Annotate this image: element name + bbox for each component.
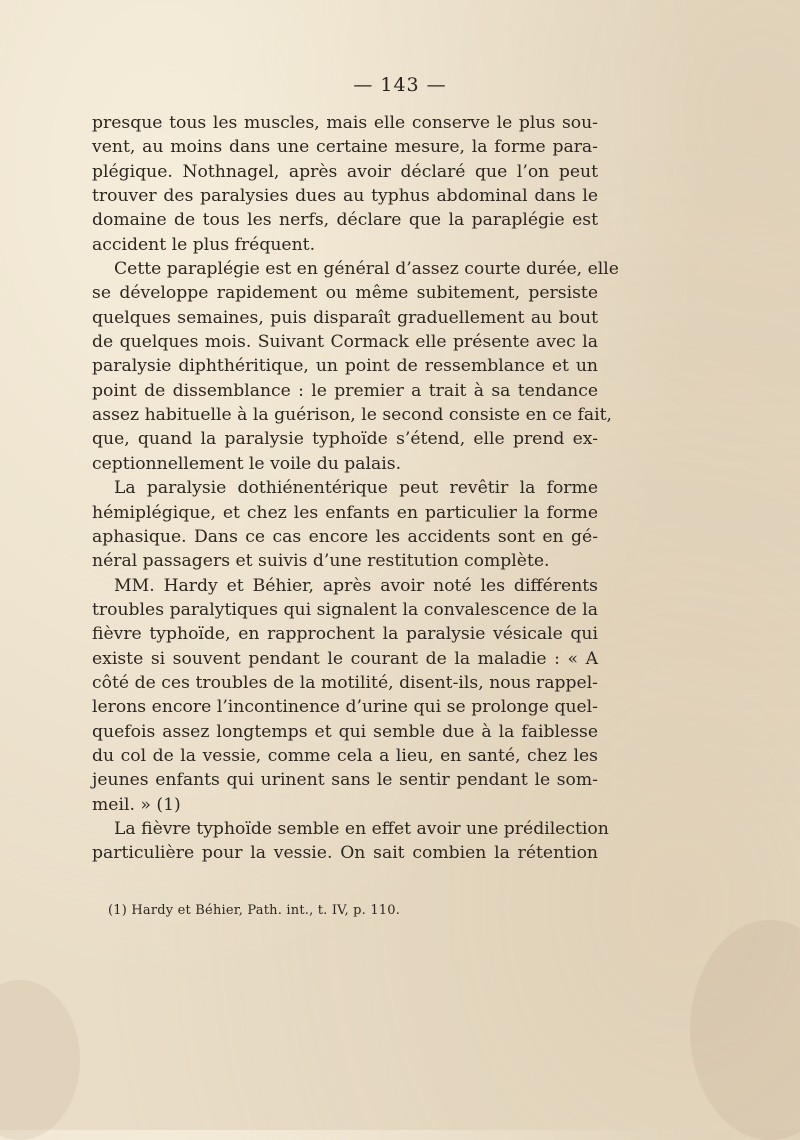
text-line: que, quand la paralysie typhoïde s’étend, elle prend ex- (92, 429, 598, 450)
text-line: paralysie diphthéritique, un point de ressemblance et un (92, 356, 598, 377)
text-line: La paralysie dothiénentérique peut revêtir la forme (114, 478, 598, 499)
text-line: plégique. Nothnagel, après avoir déclaré que l’on peut (92, 161, 598, 182)
text-line: MM. Hardy et Béhier, après avoir noté les différents (114, 575, 598, 596)
text-line: vent, au moins dans une certaine mesure, la forme para- (92, 137, 598, 158)
footnote: (1) Hardy et Béhier, Path. int., t. IV, p. 110. (108, 903, 401, 918)
text-line: hémiplégique, et chez les enfants en particulier la forme (92, 502, 598, 523)
body-text (92, 111, 619, 866)
text-line: du col de la vessie, comme cela a lieu, en santé, chez les (92, 745, 598, 766)
text-line: assez habituelle à la guérison, le second consiste en ce fait, (92, 405, 613, 426)
text-line: aphasique. Dans ce cas encore les accidents sont en gé- (92, 526, 598, 547)
text-line: meil. » (1) (92, 794, 181, 815)
text-line: troubles paralytiques qui signalent la convalescence de la (92, 599, 598, 620)
text-line: se développe rapidement ou même subitement, persiste (92, 283, 598, 304)
page-number: — 143 — (353, 74, 447, 96)
text-line: néral passagers et suivis d’une restitution complète. (92, 551, 550, 572)
text-line: jeunes enfants qui urinent sans le sentir pendant le som- (92, 770, 598, 791)
text-line: point de dissemblance : le premier a trait à sa tendance (92, 380, 598, 401)
text-line: quefois assez longtemps et qui semble due à la faiblesse (92, 721, 598, 742)
text-line: domaine de tous les nerfs, déclare que la paraplégie est (92, 210, 598, 231)
paper-stain (690, 920, 800, 1140)
text-line: lerons encore l’incontinence d’urine qui se prolonge quel- (92, 697, 598, 718)
text-line: La fièvre typhoïde semble en effet avoir une prédilection (114, 818, 609, 839)
text-line: ceptionnellement le voile du palais. (92, 453, 402, 474)
text-line: trouver des paralysies dues au typhus abdominal dans le (92, 186, 598, 207)
text-line: accident le plus fréquent. (92, 234, 316, 255)
paper-stain (0, 980, 80, 1140)
text-line: Cette paraplégie est en général d’assez courte durée, elle (114, 259, 619, 280)
text-line: quelques semaines, puis disparaît graduellement au bout (92, 307, 598, 328)
text-line: fièvre typhoïde, en rapprochent la paralysie vésicale qui (92, 624, 598, 645)
text-line: côté de ces troubles de la motilité, disent-ils, nous rappel- (92, 672, 598, 693)
text-line: particulière pour la vessie. On sait combien la rétention (92, 843, 598, 864)
text-line: de quelques mois. Suivant Cormack elle présente avec la (92, 332, 598, 353)
text-line: presque tous les muscles, mais elle conserve le plus sou- (92, 113, 598, 133)
text-line: existe si souvent pendant le courant de la maladie : « A (92, 648, 598, 669)
